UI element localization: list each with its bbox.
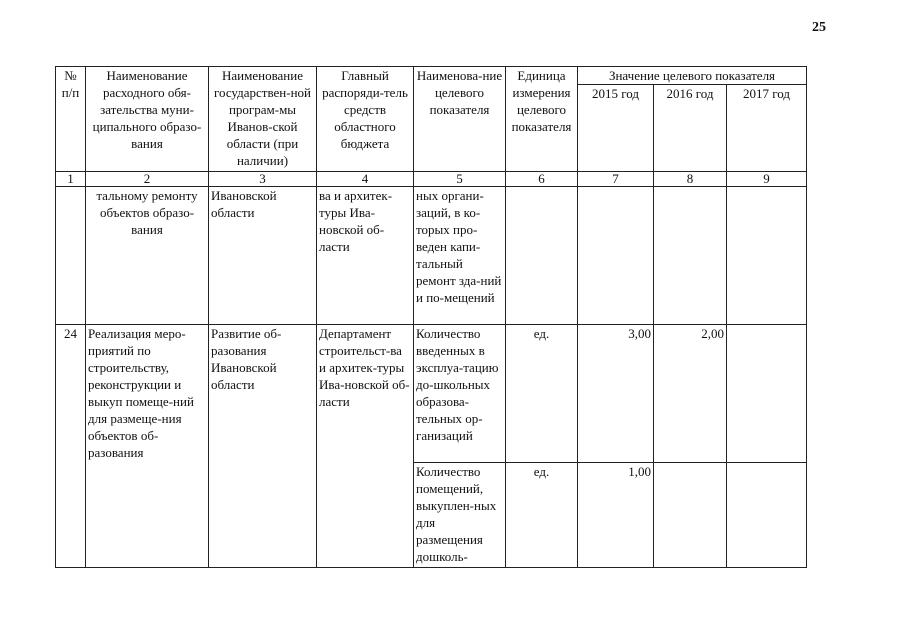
cell-manager: ва и архитек-туры Ива-новской об-ласти bbox=[317, 186, 414, 324]
cell-2016: 2,00 bbox=[654, 324, 727, 463]
column-index: 2 bbox=[86, 171, 209, 186]
header-col-program: Наименование государствен-ной програм-мы Иванов-ской области (при наличии) bbox=[209, 67, 317, 172]
header-col-num: № п/п bbox=[56, 67, 86, 172]
cell-manager: Департамент строительст-ва и архитек-туры Ива-новской об-ласти bbox=[317, 324, 414, 568]
column-index: 6 bbox=[506, 171, 578, 186]
column-index: 1 bbox=[56, 171, 86, 186]
cell-unit: ед. bbox=[506, 324, 578, 463]
cell-num: 24 bbox=[56, 324, 86, 568]
cell-indicator: ных органи-заций, в ко-торых про-веден капи-тальный ремонт зда-ний и по-мещений bbox=[414, 186, 506, 324]
table-row-continued bbox=[56, 186, 807, 324]
cell-indicator: Количество помещений, выкуплен-ных для размещения дошколь- bbox=[414, 463, 506, 568]
page-number: 25 bbox=[812, 20, 826, 35]
cell-2016 bbox=[654, 186, 727, 324]
cell-unit bbox=[506, 186, 578, 324]
table-row-24-indicator-1 bbox=[56, 324, 807, 463]
target-indicators-table bbox=[55, 66, 807, 568]
header-col-2015: 2015 год bbox=[578, 85, 654, 172]
cell-expense: Реализация меро-приятий по строительству, реконструкции и выкуп помеще-ний для размеще-ния объектов об-разования bbox=[86, 324, 209, 568]
cell-2017 bbox=[727, 186, 807, 324]
header-row-top bbox=[56, 67, 807, 85]
column-index: 9 bbox=[727, 171, 807, 186]
header-col-manager: Главный распоряди-тель средств областного бюджета bbox=[317, 67, 414, 172]
column-index: 5 bbox=[414, 171, 506, 186]
cell-program: Ивановской области bbox=[209, 186, 317, 324]
header-col-unit: Единица измерения целевого показателя bbox=[506, 67, 578, 172]
column-index: 8 bbox=[654, 171, 727, 186]
cell-2017 bbox=[727, 463, 807, 568]
header-col-expense: Наименование расходного обя-зательства муни-ципального образо-вания bbox=[86, 67, 209, 172]
cell-2015: 3,00 bbox=[578, 324, 654, 463]
header-col-indicator: Наименова-ние целевого показателя bbox=[414, 67, 506, 172]
cell-2016 bbox=[654, 463, 727, 568]
column-index: 3 bbox=[209, 171, 317, 186]
cell-2017 bbox=[727, 324, 807, 463]
cell-unit: ед. bbox=[506, 463, 578, 568]
column-index: 4 bbox=[317, 171, 414, 186]
header-col-2017: 2017 год bbox=[727, 85, 807, 172]
cell-2015 bbox=[578, 186, 654, 324]
header-col-2016: 2016 год bbox=[654, 85, 727, 172]
column-index: 7 bbox=[578, 171, 654, 186]
column-index-row bbox=[56, 171, 807, 186]
header-col-value-group: Значение целевого показателя bbox=[578, 67, 807, 85]
cell-2015: 1,00 bbox=[578, 463, 654, 568]
cell-expense: тальному ремонту объектов образо-вания bbox=[86, 186, 209, 324]
cell-num bbox=[56, 186, 86, 324]
cell-indicator: Количество введенных в эксплуа-тацию до-школьных образова-тельных ор-ганизаций bbox=[414, 324, 506, 463]
cell-program: Развитие об-разования Ивановской области bbox=[209, 324, 317, 568]
